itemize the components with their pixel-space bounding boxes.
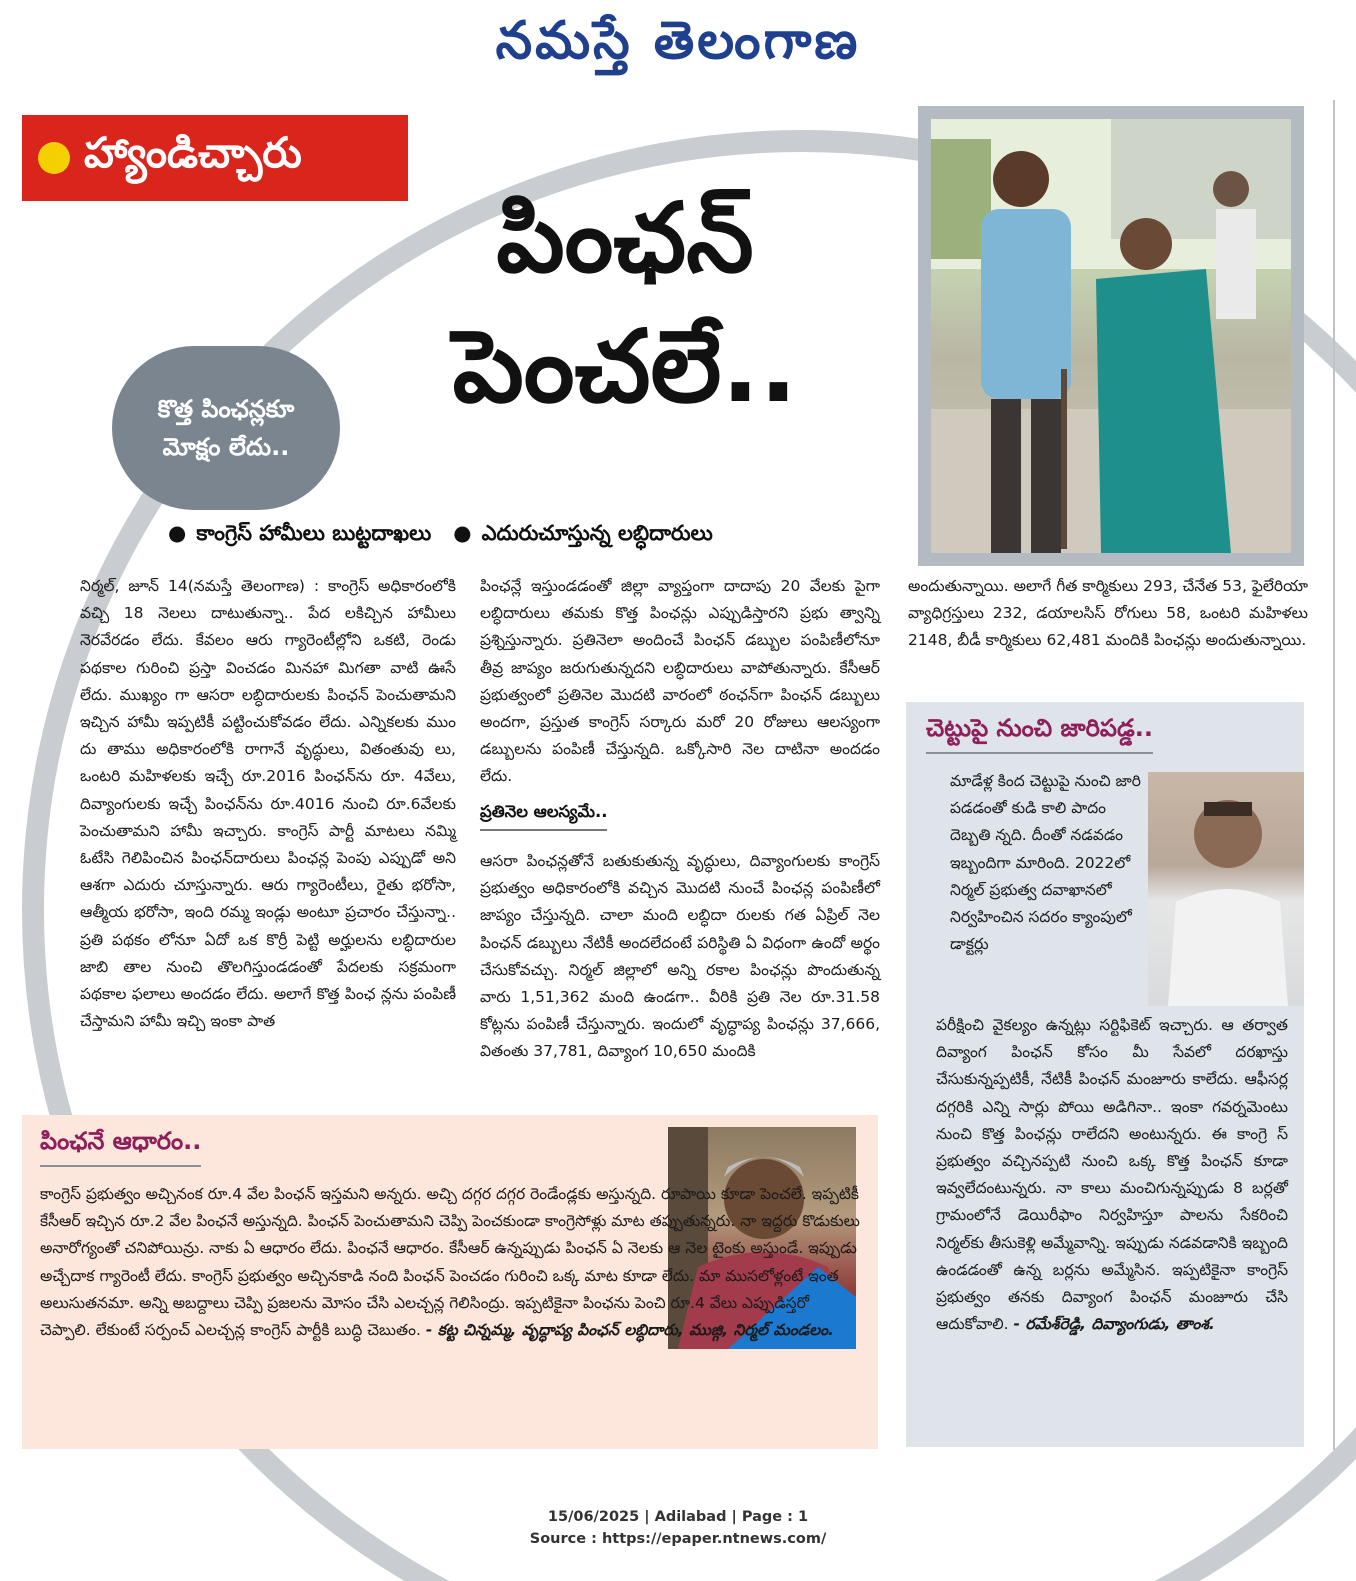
bullet-deck bbox=[168, 520, 888, 552]
bullet-dot-icon bbox=[38, 142, 70, 174]
box-left-signature: - కట్ట చిన్నమ్మ, వృద్ధాప్య పింఛన్ లబ్ధిదారు, ముజ్గి, నిర్మల్ మండలం. bbox=[425, 1321, 834, 1340]
article-column-1: నిర్మల్, జూన్ 14(నమస్తే తెలంగాణ) : కాంగ్రెస్ అధికారంలోకి వచ్చి 18 నెలలు దాటుతున్నా.. పేద లకిచ్చిన హామీలు నెరవేరడం లేదు. కేవలం ఆరు గ్యారెంటీల్లోని ఒకటి, రెండు పథకాల గురించి ప్రస్తా వించడం మినహా మిగతా వాటి ఊసే లేదు. ముఖ్యం గా ఆసరా లబ్ధిదారులకు పింఛన్ పెంచుతామని ఇచ్చిన హామీ ఇప్పటికీ పట్టించుకోవడం లేదు. ఎన్నికలకు ముం దు తాము అధికారంలోకి రాగానే వృద్ధులు, వితంతువు లు, ఒంటరి మహిళలకు ఇచ్చే రూ.2016 పింఛన్‌ను రూ. 4వేలు, దివ్యాంగులకు ఇచ్చే పింఛన్‌ను రూ.4016 నుంచి రూ.6వేలకు పెంచుతామని హామీ ఇచ్చారు. కాంగ్రెస్ పార్టీ మాటలు నమ్మి ఓటేసి గెలిపించిన పింఛన్‌దారులు పింఛన్ల పెంపు ఎప్పుడో అని ఆశగా ఎదురు చూస్తున్నారు. ఆరు గ్యారెంటీలు, రైతు భరోసా, ఆత్మీయ భరోసా, ఇంది రమ్మ ఇండ్లు అంటూ ప్రచారం చేస్తున్నా.. ప్రతి పథకం లోనూ ఏదో ఒక కొర్రీ పెట్టి అర్హులను లబ్ధిదారుల జాబి తాల నుంచి తొలగిస్తుండడంతో పేదలకు సక్రమంగా పథకాల ఫలాలు అందడం లేదు. అలాగే కొత్త పింఛ న్లను పంపిణీ చేస్తామని హామీ ఇచ్చి ఇంకా పాత bbox=[80, 577, 456, 1031]
subdeck-bubble bbox=[112, 346, 340, 510]
subdeck-line2: మోక్షం లేదు.. bbox=[162, 433, 290, 461]
article-subhead: ప్రతినెల ఆలస్యమే.. bbox=[480, 802, 607, 831]
box-right-quote: పరీక్షించి వైకల్యం ఉన్నట్లు సర్టిఫికెట్ ఇచ్చారు. ఆ తర్వాత దివ్యాంగ పింఛన్ కోసం మీ సేవలో దరఖాస్తు చేసుకున్నప్పటికీ, నేటికీ పింఛన్ మంజూరు కాలేదు. ఆఫీసర్ల దగ్గరికి ఎన్ని సార్లు పోయి అడిగినా.. ఇంకా గవర్నమెంటు నుంచి కొత్త పింఛన్లు రాలేదని అంటున్నరు. ఈ కాంగ్రె స్ ప్రభుత్వం వచ్చినప్పటి నుంచి ఒక్క కొత్త పింఛన్ కూడా ఇవ్వలేదంటున్నరు. నా కాలు మంచిగున్నప్పుడు 8 బర్లతో గ్రామంలోనే డెయిరీఫాం నిర్వహిస్తూ పాలను సేకరించి నిర్మల్‌కు తీసుకెళ్లి అమ్మేవాన్ని. ఇప్పుడు నడవడానికి ఇబ్బంది ఉండడంతో ఉన్న బర్లను అమ్మేసిన. ఇప్పటికైనా కాంగ్రెస్ ప్రభుత్వం తనకు దివ్యాంగ పింఛన్ మంజూరు చేసి ఆదుకోవాలి. bbox=[936, 1016, 1288, 1334]
portrait-illustration bbox=[1148, 772, 1304, 1006]
article-column-2a: పింఛన్లే ఇస్తుండడంతో జిల్లా వ్యాప్తంగా దాదాపు 20 వేలకు పైగా లబ్ధిదారులు తమకు కొత్త పింఛన్లు ఎప్పుడిస్తారని ప్రభు త్వాన్ని ప్రశ్నిస్తున్నారు. ప్రతినెలా అందించే పింఛన్ డబ్బుల పంపిణీలోనూ తీవ్ర జాప్యం జరుగుతున్నదని లబ్ధిదారులు వాపోతున్నారు. కేసీఆర్ ప్రభుత్వంలో ప్రతినెల మొదటి వారంలో ఠంఛన్‌గా పింఛన్ డబ్బులు అందగా, ప్రస్తుత కాంగ్రెస్ సర్కారు మరో 20 రోజులు ఆలస్యంగా డబ్బులను పంపిణీ చేస్తున్నది. ఒక్కోసారి నెల దాటినా అందడం లేదు. bbox=[480, 577, 880, 786]
main-photo-frame bbox=[918, 106, 1304, 566]
bullet-item: ● ఎదురుచూస్తున్న లబ్ధిదారులు bbox=[453, 521, 713, 551]
footer-date-line: 15/06/2025 | Adilabad | Page : 1 bbox=[547, 1509, 809, 1525]
subdeck-line1: కొత్త పింఛన్లకూ bbox=[157, 394, 295, 423]
footer-source-line: Source : https://epaper.ntnews.com/ bbox=[529, 1531, 827, 1547]
photo-illustration bbox=[931, 119, 1291, 553]
elderly-couple-photo bbox=[931, 119, 1291, 553]
bullet-item: ● కాంగ్రెస్ హామీలు బుట్టదాఖలు bbox=[168, 521, 431, 551]
box-right-signature: - రమేశ్‌రెడ్డి, దివ్యాంగుడు, తాంశ. bbox=[1013, 1315, 1215, 1334]
man-portrait-photo bbox=[1148, 772, 1304, 1006]
headline bbox=[340, 182, 910, 425]
box-right-title: చెట్టుపై నుంచి జారిపడ్డ.. bbox=[926, 714, 1153, 754]
box-left-text bbox=[40, 1181, 862, 1344]
box-right-text-1: మాడేళ్ల కింద చెట్టుపై నుంచి జారి పడడంతో కుడి కాలి పాదం దెబ్బతి న్నది. దీంతో నడవడం ఇబ్బందిగా మారింది. 2022లో నిర్మల్ ప్రభుత్వ దవాఖానలో నిర్వహించిన సదరం క్యాంపులో డాక్టర్లు bbox=[950, 772, 1141, 954]
article-column-3: అందుతున్నాయి. అలాగే గీత కార్మికులు 293, చేనేత 53, ఫైలేరియా వ్యాధిగ్రస్తులు 232, డయాలసిస్ రోగులు 58, ఒంటరి మహిళలు 2148, బీడీ కార్మికులు 62,481 మందికి పింఛన్లు అందుతున్నాయి. bbox=[908, 577, 1308, 650]
box-right-text-2 bbox=[936, 1012, 1288, 1338]
sidebar-box-right bbox=[906, 702, 1304, 1447]
article-column-2b: ఆసరా పింఛన్లతోనే బతుకుతున్న వృద్ధులు, దివ్యాంగులకు కాంగ్రెస్ ప్రభుత్వం అధికారంలోకి వచ్చిన మొదటి నుంచే పింఛన్ల పంపిణీలో జాప్యం చేస్తున్నది. చాలా మంది లబ్ధిదా రులకు గత ఏప్రిల్ నెల పింఛన్ డబ్బులు నేటికీ అందలేదంటే పరిస్థితి ఏ విధంగా ఉందో అర్థం చేసుకోవచ్చు. నిర్మల్ జిల్లాలో అన్ని రకాల పింఛన్లు పొందుతున్న వారు 1,51,362 మంది ఉండగా.. వీరికి ప్రతి నెల రూ.31.58 కోట్లను పంపిణీ చేస్తున్నారు. ఇందులో వృద్ధాప్య పింఛన్లు 37,666, వితంతు 37,781, దివ్యాంగ 10,650 మందికి bbox=[480, 852, 880, 1061]
kicker-text: హ్యాండిచ్చారు bbox=[84, 128, 302, 177]
masthead-logo: నమస్తే తెలంగాణ bbox=[495, 10, 861, 71]
box-left-quote: కాంగ్రెస్ ప్రభుత్వం అచ్చినంక రూ.4 వేల పింఛన్ ఇస్తమని అన్నరు. అచ్చి దగ్గర దగ్గర రెండేండ్లకు అస్తున్నది. రూపాయి కూడా పెంచలే. ఇప్పటికీ కేసీఆర్ ఇచ్చిన రూ.2 వేల పింఛనే అస్తున్నది. పింఛన్ పెంచుతామని చెప్పి పెంచకుండా కాంగ్రెసోళ్లు మాట తప్పుతున్నరు. నా ఇద్దరు కొడుకులు అనారోగ్యంతో చనిపోయిన్రు. నాకు ఏ ఆధారం లేదు. పింఛనే ఆధారం. కేసీఆర్ ఉన్నప్పుడు పింఛన్ ఏ నెలకు ఆ నెల టైంకు అస్తుండే. ఇప్పుడు అచ్చేదాక గ్యారెంటీ లేదు. కాంగ్రెస్ ప్రభుత్వం అచ్చినకాడి నంది పింఛన్ పెంచడం గురించి ఒక్క మాట కూడా లేదు. మా ముసలోళ్లంటే ఇంత అలుసుతనమా. అన్ని అబద్దాలు చెప్పి ప్రజలను మోసం చేసి ఎలచ్చన్ల గెలిసింద్రు. ఇప్పటికైనా పింఛను పెంచి రూ.4 వేలు ఎప్పుడిస్తరో చెప్పాలి. లేకుంటే సర్పంచ్ ఎలచ్చన్ల కాంగ్రెస్ పార్టీకి బుద్ధి చెబుతం. bbox=[40, 1185, 860, 1340]
headline-line1: పింఛన్ bbox=[496, 182, 754, 294]
page-footer bbox=[0, 1506, 1356, 1550]
page-rule bbox=[1333, 100, 1335, 1450]
box-left-title: పింఛనే ఆధారం.. bbox=[40, 1127, 201, 1167]
sidebar-box-left bbox=[22, 1115, 878, 1449]
headline-line2: పెంచలే.. bbox=[452, 307, 798, 425]
